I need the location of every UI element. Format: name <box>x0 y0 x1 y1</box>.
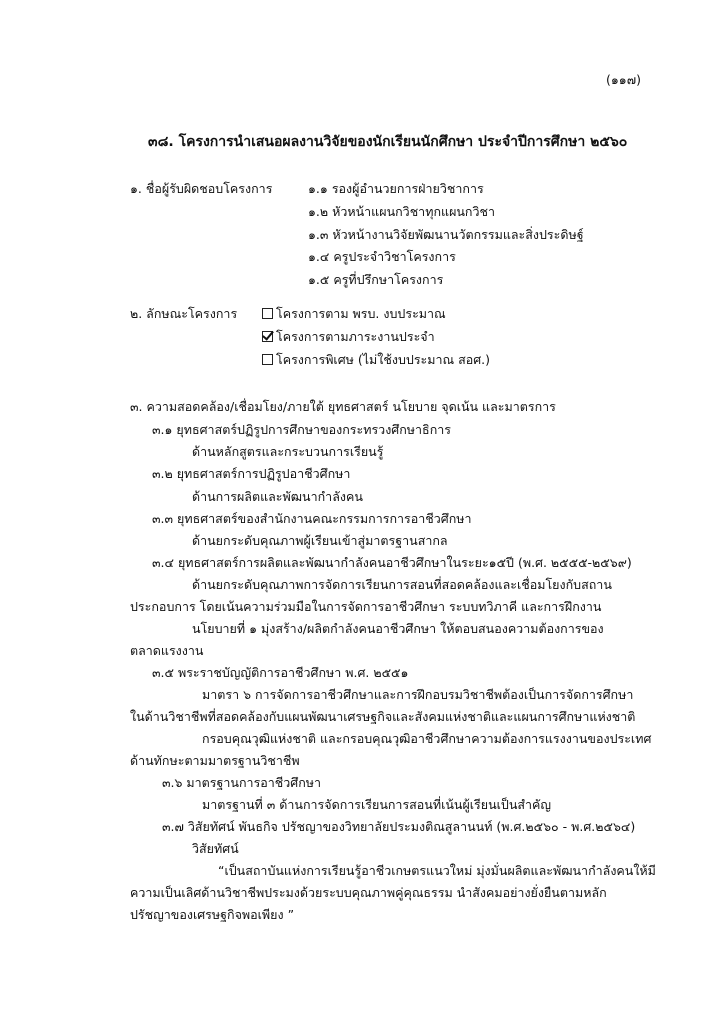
strategy-3-2-detail: ด้านการผลิตและพัฒนากำลังคน <box>192 489 363 504</box>
responsible-item: ๑.๓ หัวหน้างานวิจัยพัฒนานวัตกรรมและสิ่งประดิษฐ์ <box>308 227 584 242</box>
strategy-3-6: ๓.๖ มาตรฐานการอาชีวศึกษา <box>162 775 322 790</box>
strategy-3-4: ๓.๔ ยุทธศาสตร์การผลิตและพัฒนากำลังคนอาชีวศึกษาในระยะ๑๕ปี (พ.ศ. ๒๕๕๕-๒๕๖๙) <box>152 555 632 570</box>
nature-option: โครงการตาม พรบ. งบประมาณ <box>262 305 446 323</box>
strategy-3-7: ๓.๗ วิสัยทัศน์ พันธกิจ ปรัชญาของวิทยาลัยประมงติณสูลานนท์ (พ.ศ.๒๕๖๐ - พ.ศ.๒๕๖๔) <box>162 819 636 834</box>
strategy-3-4-text: ประกอบการ โดยเน้นความร่วมมือในการจัดการอาชีวศึกษา ระบบทวิภาคี และการฝึกงาน <box>130 599 602 614</box>
checkbox-icon <box>262 308 273 319</box>
strategy-3-3: ๓.๓ ยุทธศาสตร์ของสำนักงานคณะกรรมการการอาชีวศึกษา <box>152 511 472 526</box>
vision-label: วิสัยทัศน์ <box>192 841 239 856</box>
responsible-item: ๑.๔ ครูประจำวิชาโครงการ <box>308 249 456 264</box>
strategy-3-5-text: กรอบคุณวุฒิแห่งชาติ และกรอบคุณวุฒิอาชีวศึกษาความต้องการแรงงานของประเทศ <box>202 731 652 746</box>
strategy-3-4-text: ตลาดแรงงาน <box>130 643 204 658</box>
strategy-3-1-detail: ด้านหลักสูตรและกระบวนการเรียนรู้ <box>192 444 384 459</box>
strategy-3-5: ๓.๕ พระราชบัญญัติการอาชีวศึกษา พ.ศ. ๒๕๕๑ <box>152 665 409 680</box>
strategy-3-3-detail: ด้านยกระดับคุณภาพผู้เรียนเข้าสู่มาตรฐานสากล <box>192 533 448 548</box>
responsible-label: ๑. ชื่อผู้รับผิดชอบโครงการ <box>130 181 273 196</box>
responsible-item: ๑.๕ ครูที่ปรึกษาโครงการ <box>308 272 444 287</box>
strategy-3-6-detail: มาตรฐานที่ ๓ ด้านการจัดการเรียนการสอนที่เน้นผู้เรียนเป็นสำคัญ <box>202 797 552 812</box>
checked-checkbox-icon <box>262 331 273 342</box>
vision-text: ความเป็นเลิศด้านวิชาชีพประมงด้วยระบบคุณภาพคู่คุณธรรม นำสังคมอย่างยั่งยืนตามหลัก <box>130 885 607 900</box>
vision-text: “เป็นสถาบันแห่งการเรียนรู้อาชีวเกษตรแนวใหม่ มุ่งมั่นผลิตและพัฒนากำลังคนให้มี <box>218 863 656 878</box>
strategy-3-4-text: ด้านยกระดับคุณภาพการจัดการเรียนการสอนที่สอดคล้องและเชื่อมโยงกับสถาน <box>192 577 612 592</box>
vision-text: ปรัชญาของเศรษฐกิจพอเพียง ” <box>130 907 295 922</box>
page-number: (๑๑๗) <box>606 72 642 87</box>
alignment-heading: ๓. ความสอดคล้อง/เชื่อมโยง/ภายใต้ ยุทธศาสตร์ นโยบาย จุดเน้น และมาตรการ <box>130 399 556 414</box>
nature-option: โครงการตามภาระงานประจำ <box>262 328 435 346</box>
nature-option: โครงการพิเศษ (ไม่ใช้งบประมาณ สอศ.) <box>262 351 490 369</box>
strategy-3-5-text: มาตรา ๖ การจัดการอาชีวศึกษาและการฝึกอบรมวิชาชีพต้องเป็นการจัดการศึกษา <box>202 687 634 702</box>
responsible-item: ๑.๒ หัวหน้าแผนกวิชาทุกแผนกวิชา <box>308 204 496 219</box>
strategy-3-1: ๓.๑ ยุทธศาสตร์ปฏิรูปการศึกษาของกระทรวงศึกษาธิการ <box>152 422 451 437</box>
document-title: ๓๘. โครงการนำเสนอผลงานวิจัยของนักเรียนนักศึกษา ประจำปีการศึกษา ๒๕๖๐ <box>148 134 628 150</box>
checkbox-icon <box>262 354 273 365</box>
strategy-3-4-text: นโยบายที่ ๑ มุ่งสร้าง/ผลิตกำลังคนอาชีวศึกษา ให้ตอบสนองความต้องการของ <box>192 621 604 636</box>
responsible-item: ๑.๑ รองผู้อำนวยการฝ่ายวิชาการ <box>308 181 484 196</box>
nature-label: ๒. ลักษณะโครงการ <box>130 306 238 321</box>
strategy-3-2: ๓.๒ ยุทธศาสตร์การปฏิรูปอาชีวศึกษา <box>152 466 351 481</box>
strategy-3-5-text: ในด้านวิชาชีพที่สอดคล้องกับแผนพัฒนาเศรษฐกิจและสังคมแห่งชาติและแผนการศึกษาแห่งชาติ <box>130 709 636 724</box>
strategy-3-5-text: ด้านทักษะตามมาตรฐานวิชาชีพ <box>130 753 300 768</box>
